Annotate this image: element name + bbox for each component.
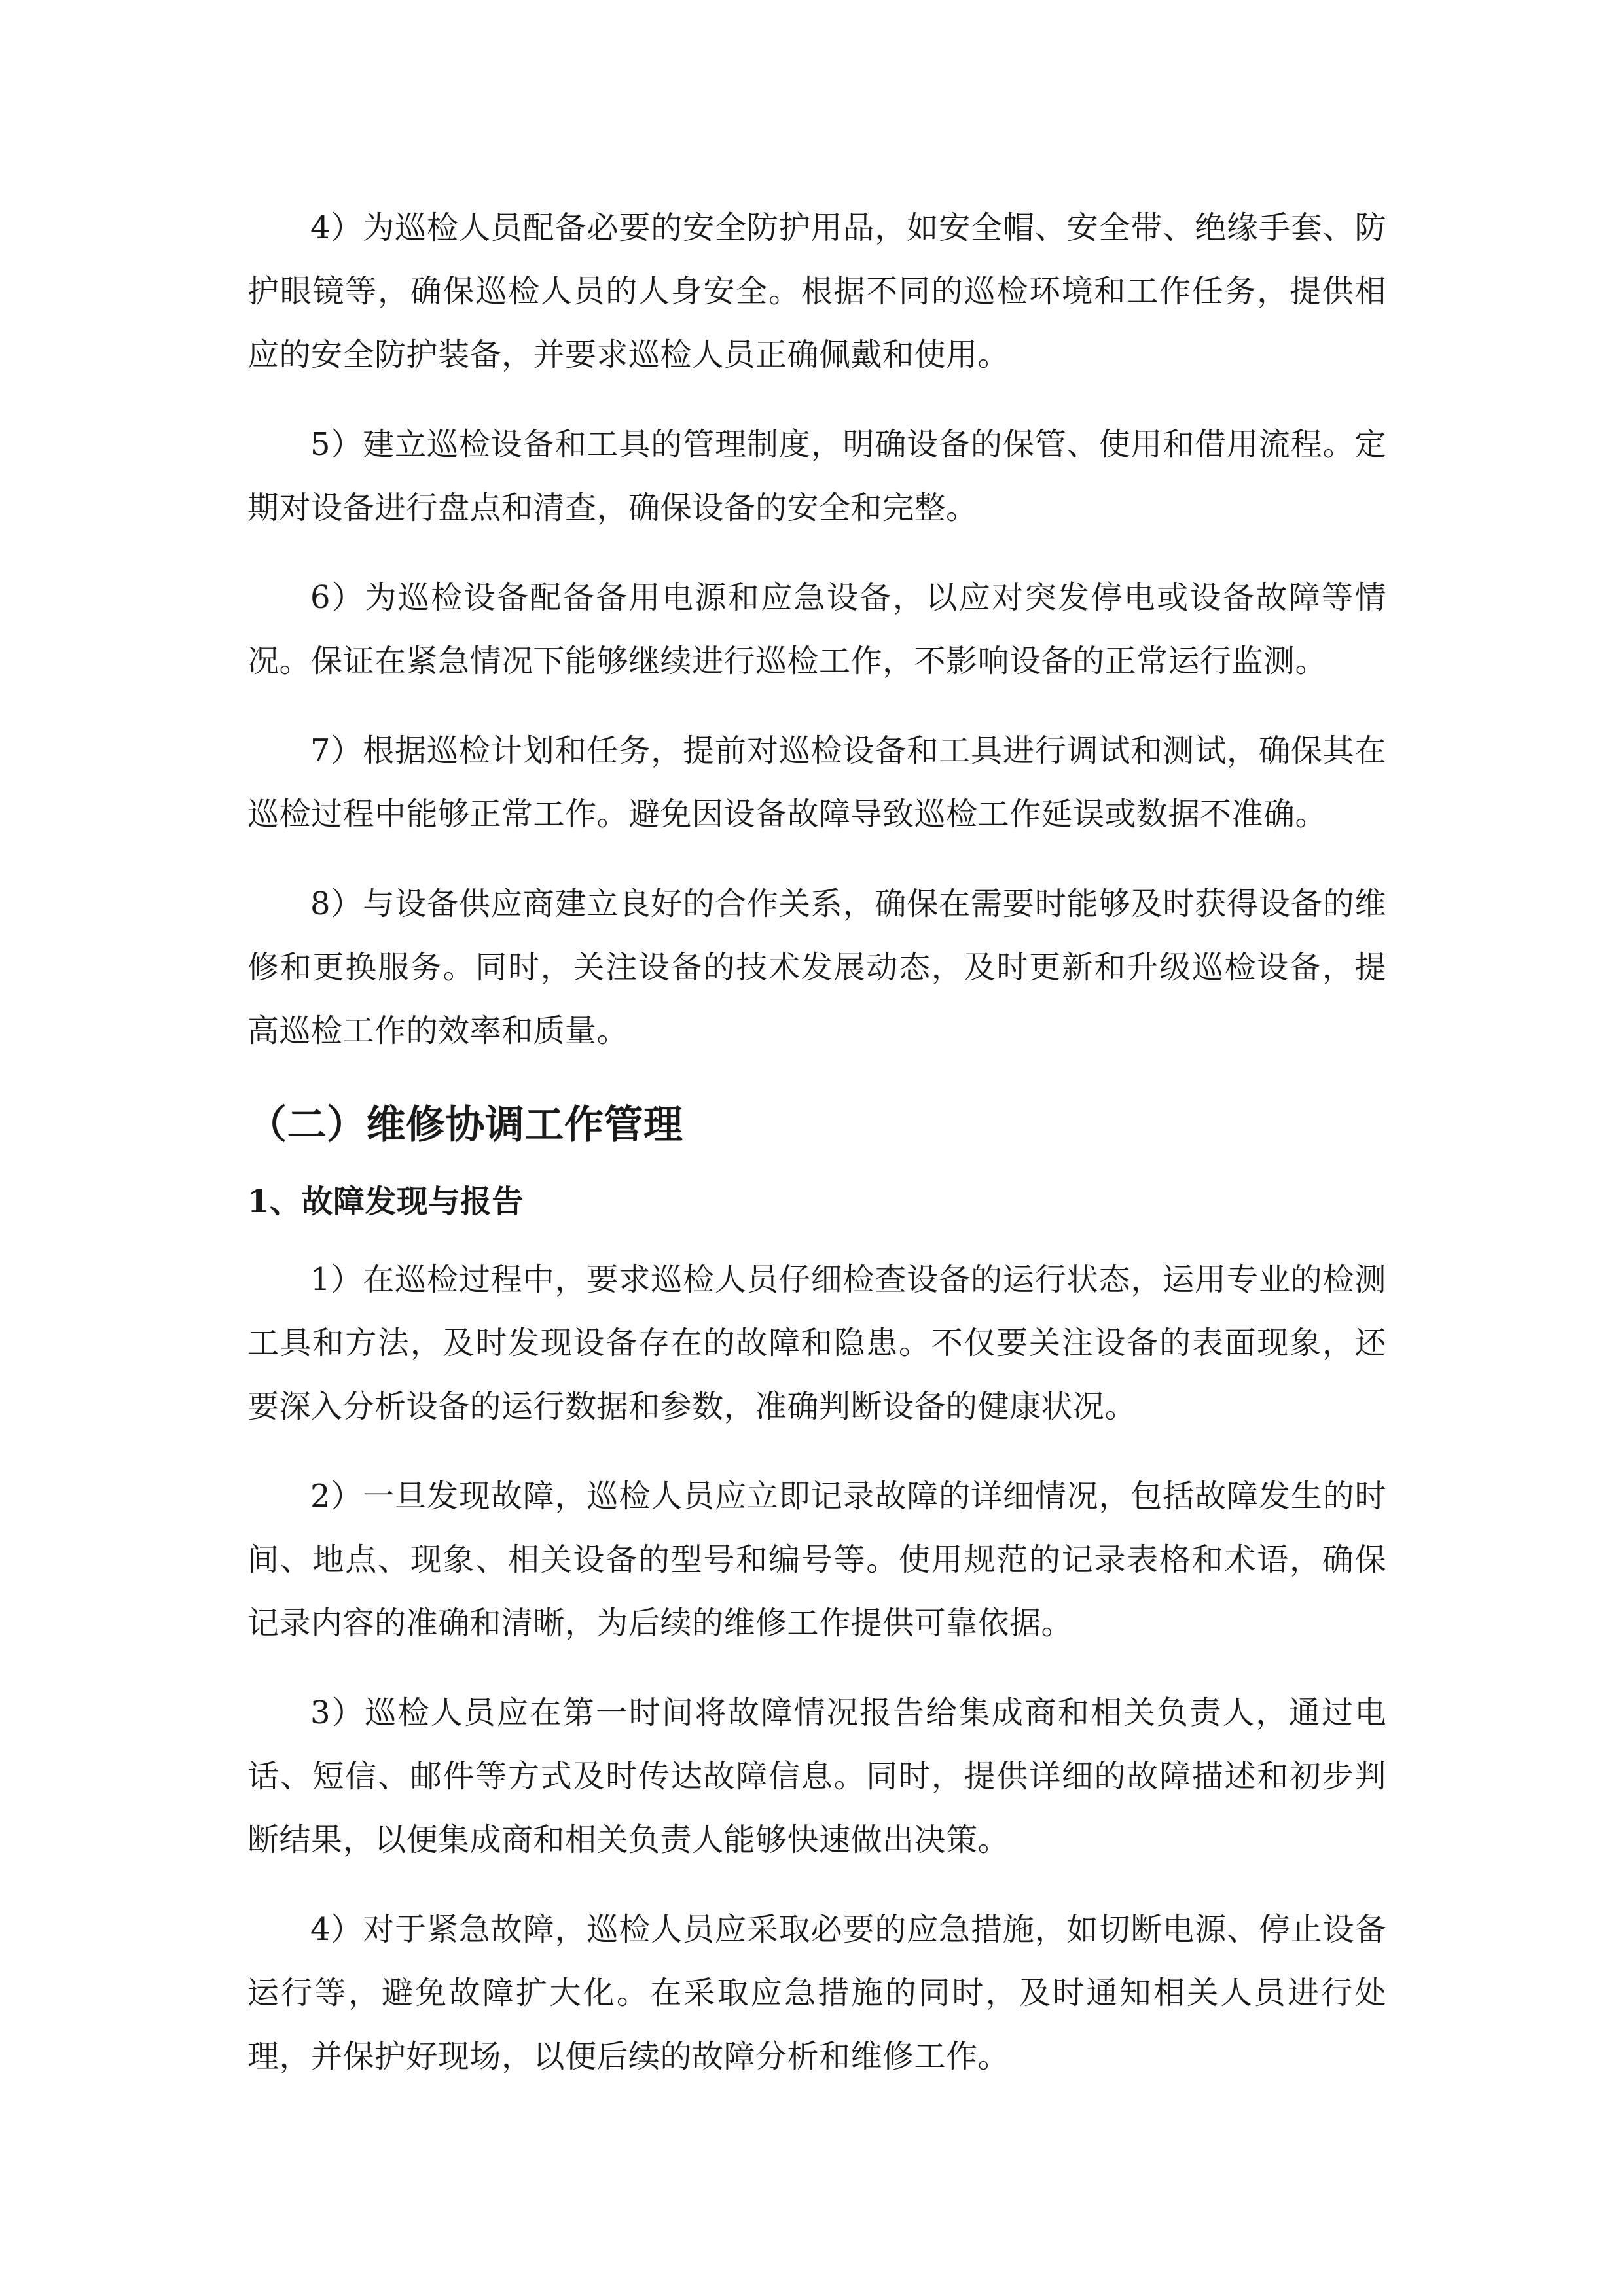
paragraph-item-7: 7）根据巡检计划和任务，提前对巡检设备和工具进行调试和测试，确保其在巡检过程中能够正常工作。避免因设备故障导致巡检工作延误或数据不准确。: [247, 732, 1386, 833]
document-page: [247, 196, 1386, 2115]
paragraph-item-6: 6）为巡检设备配备备用电源和应急设备，以应对突发停电或设备故障等情况。保证在紧急情况下能够继续进行巡检工作，不影响设备的正常运行监测。: [247, 579, 1386, 679]
paragraph-fault-2: 2）一旦发现故障，巡检人员应立即记录故障的详细情况，包括故障发生的时间、地点、现象、相关设备的型号和编号等。使用规范的记录表格和术语，确保记录内容的准确和清晰，为后续的维修工作提供可靠依据。: [247, 1478, 1386, 1641]
sub-heading: 1、故障发现与报告: [247, 1183, 524, 1220]
paragraph-fault-3: 3）巡检人员应在第一时间将故障情况报告给集成商和相关负责人，通过电话、短信、邮件等方式及时传达故障信息。同时，提供详细的故障描述和初步判断结果，以便集成商和相关负责人能够快速做出决策。: [247, 1695, 1386, 1858]
paragraph-item-5: 5）建立巡检设备和工具的管理制度，明确设备的保管、使用和借用流程。定期对设备进行盘点和清查，确保设备的安全和完整。: [247, 426, 1386, 526]
paragraph-item-4: 4）为巡检人员配备必要的安全防护用品，如安全帽、安全带、绝缘手套、防护眼镜等，确保巡检人员的人身安全。根据不同的巡检环境和工作任务，提供相应的安全防护装备，并要求巡检人员正确佩戴和使用。: [247, 209, 1386, 373]
paragraph-item-8: 8）与设备供应商建立良好的合作关系，确保在需要时能够及时获得设备的维修和更换服务。同时，关注设备的技术发展动态，及时更新和升级巡检设备，提高巡检工作的效率和质量。: [247, 886, 1386, 1049]
section-heading: （二）维修协调工作管理: [247, 1102, 683, 1148]
paragraph-fault-1: 1）在巡检过程中，要求巡检人员仔细检查设备的运行状态，运用专业的检测工具和方法，及时发现设备存在的故障和隐患。不仅要关注设备的表面现象，还要深入分析设备的运行数据和参数，准确判断设备的健康状况。: [247, 1261, 1386, 1425]
paragraph-fault-4: 4）对于紧急故障，巡检人员应采取必要的应急措施，如切断电源、停止设备运行等，避免故障扩大化。在采取应急措施的同时，及时通知相关人员进行处理，并保护好现场，以便后续的故障分析和维修工作。: [247, 1911, 1386, 2075]
